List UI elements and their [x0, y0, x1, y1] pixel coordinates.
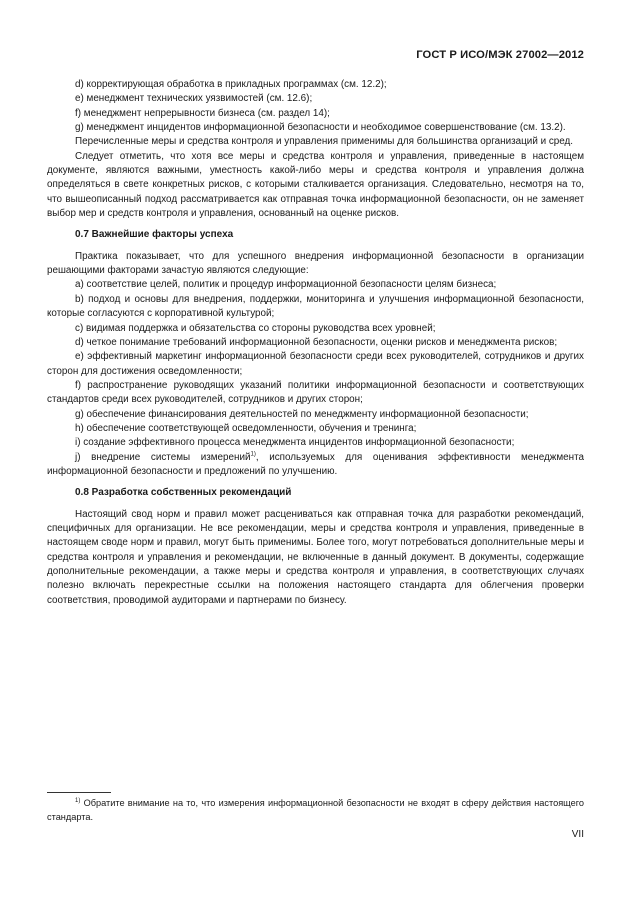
list-item: d) четкое понимание требований информационной безопасности, оценки рисков и менеджмента рисков;: [75, 336, 558, 348]
section-heading-0-8: 0.8 Разработка собственных рекомендаций: [75, 487, 292, 499]
footnote-divider: [47, 792, 111, 793]
list-item: g) обеспечение финансирования деятельностей по менеджменту информационной безопасности;: [75, 408, 529, 420]
list-item: a) соответствие целей, политик и процедур информационной безопасности целям бизнеса;: [75, 279, 497, 291]
section-heading-0-7: 0.7 Важнейшие факторы успеха: [75, 229, 234, 241]
section-0-8-text: Настоящий свод норм и правил может расцениваться как отправная точка для разработки рекомендаций, специфичных для организации. Не все рекомендации, меры и средства контроля и управления, приведенные в настоящем своде норм и правил, могут быть применимы. Более того, могут потребоваться дополнительные меры и средства контроля и управления и рекомендации, не включенные в данный документ. В документы, содержащие дополнительные рекомендации, а также меры и средства контроля и управления, в соответствующих случаях полезно включать перекрестные ссылки на положения настоящего стандарта для облегчения проверки соответствия, проводимой аудиторами и партнерами по бизнесу.: [47, 508, 584, 606]
paragraph-note: Следует отметить, что хотя все меры и средства контроля и управления, приведенные в настоящем документе, являются важными, уместность какой-либо меры и средства контроля и управления должна определяться в свете конкретных рисков, с которыми сталкивается организация. Следовательно, несмотря на то, что вышеописанный подход рассматривается как отправная точка информационной безопасности, он не заменяет выбор мер и средств контроля и управления, основанный на оценке рисков.: [47, 150, 584, 220]
footnote-marker: 1): [75, 797, 81, 804]
list-item: i) создание эффективного процесса менеджмента инцидентов информационной безопасности;: [75, 437, 515, 449]
section-0-7-intro: Практика показывает, что для успешного внедрения информационной безопасности в организации решающими факторами зачастую являются следующие:: [47, 250, 584, 277]
list-item: d) корректирующая обработка в прикладных программах (см. 12.2);: [75, 79, 387, 90]
list-item: h) обеспечение соответствующей осведомленности, обучения и тренинга;: [75, 422, 417, 434]
list-item: c) видимая поддержка и обязательства со стороны руководства всех уровней;: [75, 322, 436, 334]
list-item: f) распространение руководящих указаний политики информационной безопасности и соответствующих стандартов среди всех руководителей, сотрудников и других сторон;: [47, 379, 584, 406]
document-header: ГОСТ Р ИСО/МЭК 27002—2012: [416, 49, 584, 61]
paragraph-applicable: Перечисленные меры и средства контроля и управления применимы для большинства организаций и сред.: [75, 136, 574, 148]
list-item: b) подход и основы для внедрения, поддержки, мониторинга и улучшения информационной безопасности, которые согласуются с корпоративной культурой;: [47, 293, 584, 320]
footnote-reference[interactable]: 1): [250, 451, 256, 458]
list-item: g) менеджмент инцидентов информационной безопасности и необходимое совершенствование (см. 13.2).: [75, 122, 566, 134]
page-number: VII: [571, 829, 584, 840]
item-j-text-cont: , используемых для оценивания эффективности менеджмента информационной безопасности и предложений по улучшению.: [47, 451, 584, 477]
list-item: e) менеджмент технических уязвимостей (см. 12.6);: [75, 93, 313, 105]
list-item: e) эффективный маркетинг информационной безопасности среди всех руководителей, сотрудников и других сторон для достижения осведомленности;: [47, 351, 584, 377]
document-body: [47, 78, 584, 608]
list-item: f) менеджмент непрерывности бизнеса (см. раздел 14);: [75, 107, 330, 119]
list-item-j: [47, 451, 584, 480]
footnote: [47, 796, 584, 824]
item-j-text: j) внедрение системы измерений: [75, 451, 251, 463]
footnote-text: Обратите внимание на то, что измерения информационной безопасности не входят в сферу действия настоящего стандарта.: [47, 798, 584, 822]
